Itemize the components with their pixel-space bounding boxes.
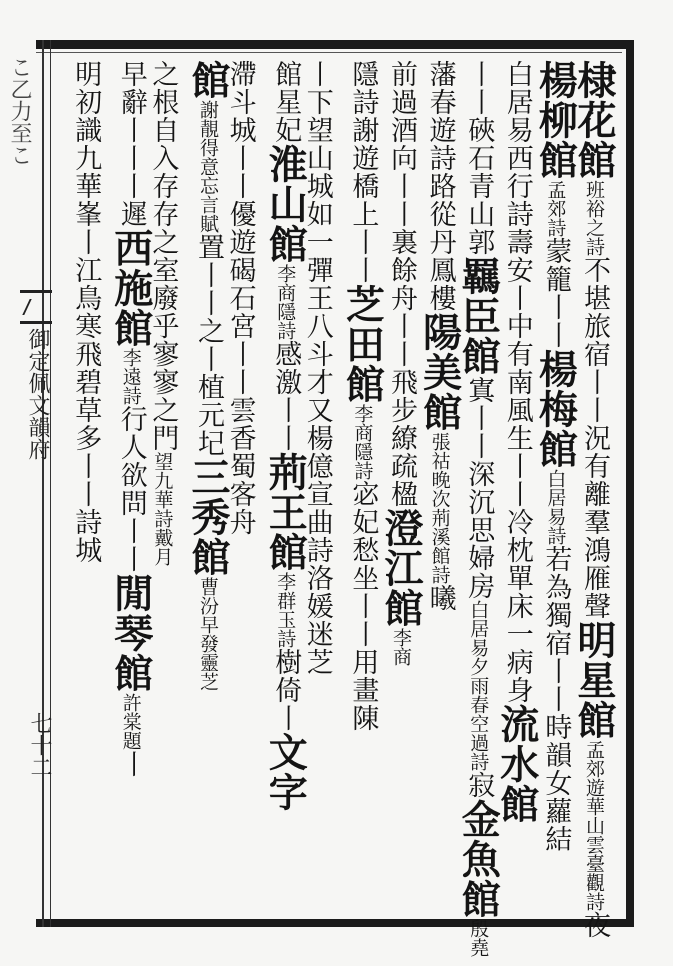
- body-text: 藩春遊詩路從丹鳳樓: [424, 60, 456, 312]
- source-citation: 曹汾早發靈芝: [197, 577, 219, 691]
- source-citation: 班裕之詩: [583, 180, 605, 256]
- entry-heading: 楊梅館: [532, 349, 579, 469]
- entry-heading: 荊王館: [262, 452, 309, 572]
- source-citation: 白居易夕雨春空過詩: [467, 600, 490, 771]
- entry-heading: 西施館: [107, 228, 154, 348]
- entry-heading: 羈臣館: [455, 256, 502, 376]
- text-column-14: [70, 60, 102, 910]
- text-column-1: [571, 60, 617, 939]
- source-citation: 孟郊詩: [544, 180, 567, 237]
- body-text: 丨下望山城如一彈: [301, 60, 333, 284]
- entry-heading: 淮山館: [262, 144, 309, 264]
- entry-heading: 閒琴館: [107, 573, 154, 693]
- frame-right-border: [626, 40, 634, 927]
- body-text: 置丨丨之丨植元圮: [193, 233, 224, 457]
- entry-heading: 流水館: [493, 704, 540, 824]
- text-column-12: [147, 60, 179, 910]
- body-text: 蒙籠丨丨: [540, 237, 572, 349]
- entry-heading: 陽美館: [416, 312, 463, 432]
- frame-top-border: [36, 40, 634, 49]
- body-text: 寘丨丨深沉思婦房: [463, 376, 495, 600]
- body-text: 丨丨: [501, 452, 533, 508]
- source-citation: 張祜晚次荊溪館詩: [428, 432, 451, 584]
- entry-heading: 澄江館: [378, 508, 424, 628]
- text-column-6: [378, 60, 424, 910]
- margin-edge-fragment: こ乙力至こ: [7, 56, 32, 166]
- text-column-5: [416, 60, 463, 910]
- entry-heading: 楊柳館: [532, 60, 579, 180]
- source-citation: 孟郊遊華山雲臺觀詩: [583, 740, 605, 911]
- body-text: 丨中有南風生: [501, 284, 533, 452]
- entry-heading: 明星館: [571, 620, 617, 740]
- body-text: 不堪旅宿丨丨況有離羣鴻雁聲: [579, 256, 610, 620]
- text-column-13: [107, 60, 154, 910]
- body-text: 前過酒向丨丨裏餘: [386, 60, 417, 284]
- text-column-3: [493, 60, 540, 910]
- body-text: 館星妃: [270, 60, 302, 144]
- body-text: 寂: [463, 771, 495, 799]
- body-text: 舟丨丨飛步繚疏楹: [386, 284, 417, 508]
- body-text: 感激丨丨: [270, 340, 302, 452]
- source-citation: 許棠題: [119, 693, 142, 750]
- margin-page-number: 七十二: [27, 712, 52, 778]
- text-column-2: [532, 60, 579, 910]
- body-text: 丨丨詩城: [70, 452, 102, 564]
- source-citation: 李商: [390, 628, 412, 666]
- body-text: 樹倚丨: [270, 648, 302, 732]
- entry-heading: 金魚館: [455, 799, 502, 919]
- source-citation: 李遠詩: [119, 348, 142, 405]
- body-text: 夜: [579, 911, 610, 939]
- entry-heading: 棣花館: [571, 60, 617, 180]
- body-text: 冷枕單床一病身: [501, 508, 533, 704]
- source-citation: 望九華詩戴月: [151, 452, 174, 566]
- entry-heading: 芝田館: [339, 284, 386, 404]
- frame-inner-rule: [36, 52, 622, 53]
- frame-bottom-border: [36, 919, 634, 927]
- body-text: 早辭丨丨丨遲: [115, 60, 147, 228]
- source-citation: 謝靚得意忘言賦: [197, 100, 219, 233]
- text-column-11: [185, 60, 231, 910]
- body-text: 曦: [424, 584, 456, 612]
- body-text: 丨: [115, 750, 147, 778]
- entry-heading: 館: [185, 60, 231, 100]
- entry-heading: 文字: [262, 732, 309, 812]
- body-text: 明初識九華峯: [70, 60, 102, 228]
- body-text: 之根自入存存之室廢乎寥寥之門: [147, 60, 179, 452]
- body-text: 行人欲問丨丨: [115, 405, 147, 573]
- gutter-rule-outer: [42, 40, 44, 927]
- body-text: 丨丨硤石青山郭: [463, 60, 495, 256]
- source-citation: 李群玉詩: [274, 572, 297, 648]
- body-text: 王八斗才又楊億宣曲詩洛媛迷芝: [301, 284, 333, 676]
- body-text: 丨丨優遊碣石宮: [224, 144, 256, 340]
- source-citation: 李商隱詩: [351, 404, 374, 480]
- body-text: 丨江鳥寒飛碧草多: [70, 228, 102, 452]
- margin-book-title: 御定佩文韻府: [25, 328, 50, 460]
- entry-heading: 三秀館: [185, 457, 231, 577]
- body-text: 白居易西行詩壽安: [501, 60, 533, 284]
- text-column-9: [262, 60, 309, 910]
- body-text: 丨丨雲香蜀客舟: [224, 340, 256, 536]
- body-text: 宓妃愁坐丨丨用畫陳: [347, 480, 379, 732]
- gutter-rule: [50, 40, 51, 927]
- source-citation: 李商隱詩: [274, 264, 297, 340]
- body-text: 滯斗城: [224, 60, 256, 144]
- source-citation: 白居易詩: [544, 469, 567, 545]
- fish-tail-fold-mark: [20, 290, 52, 324]
- text-column-7: [339, 60, 386, 910]
- text-column-4: [455, 60, 502, 957]
- source-citation: 殷堯: [467, 919, 490, 957]
- body-text: 隱詩謝遊橋上丨丨: [347, 60, 379, 284]
- body-text: 若為獨宿丨丨時韻女蘿結: [540, 545, 572, 853]
